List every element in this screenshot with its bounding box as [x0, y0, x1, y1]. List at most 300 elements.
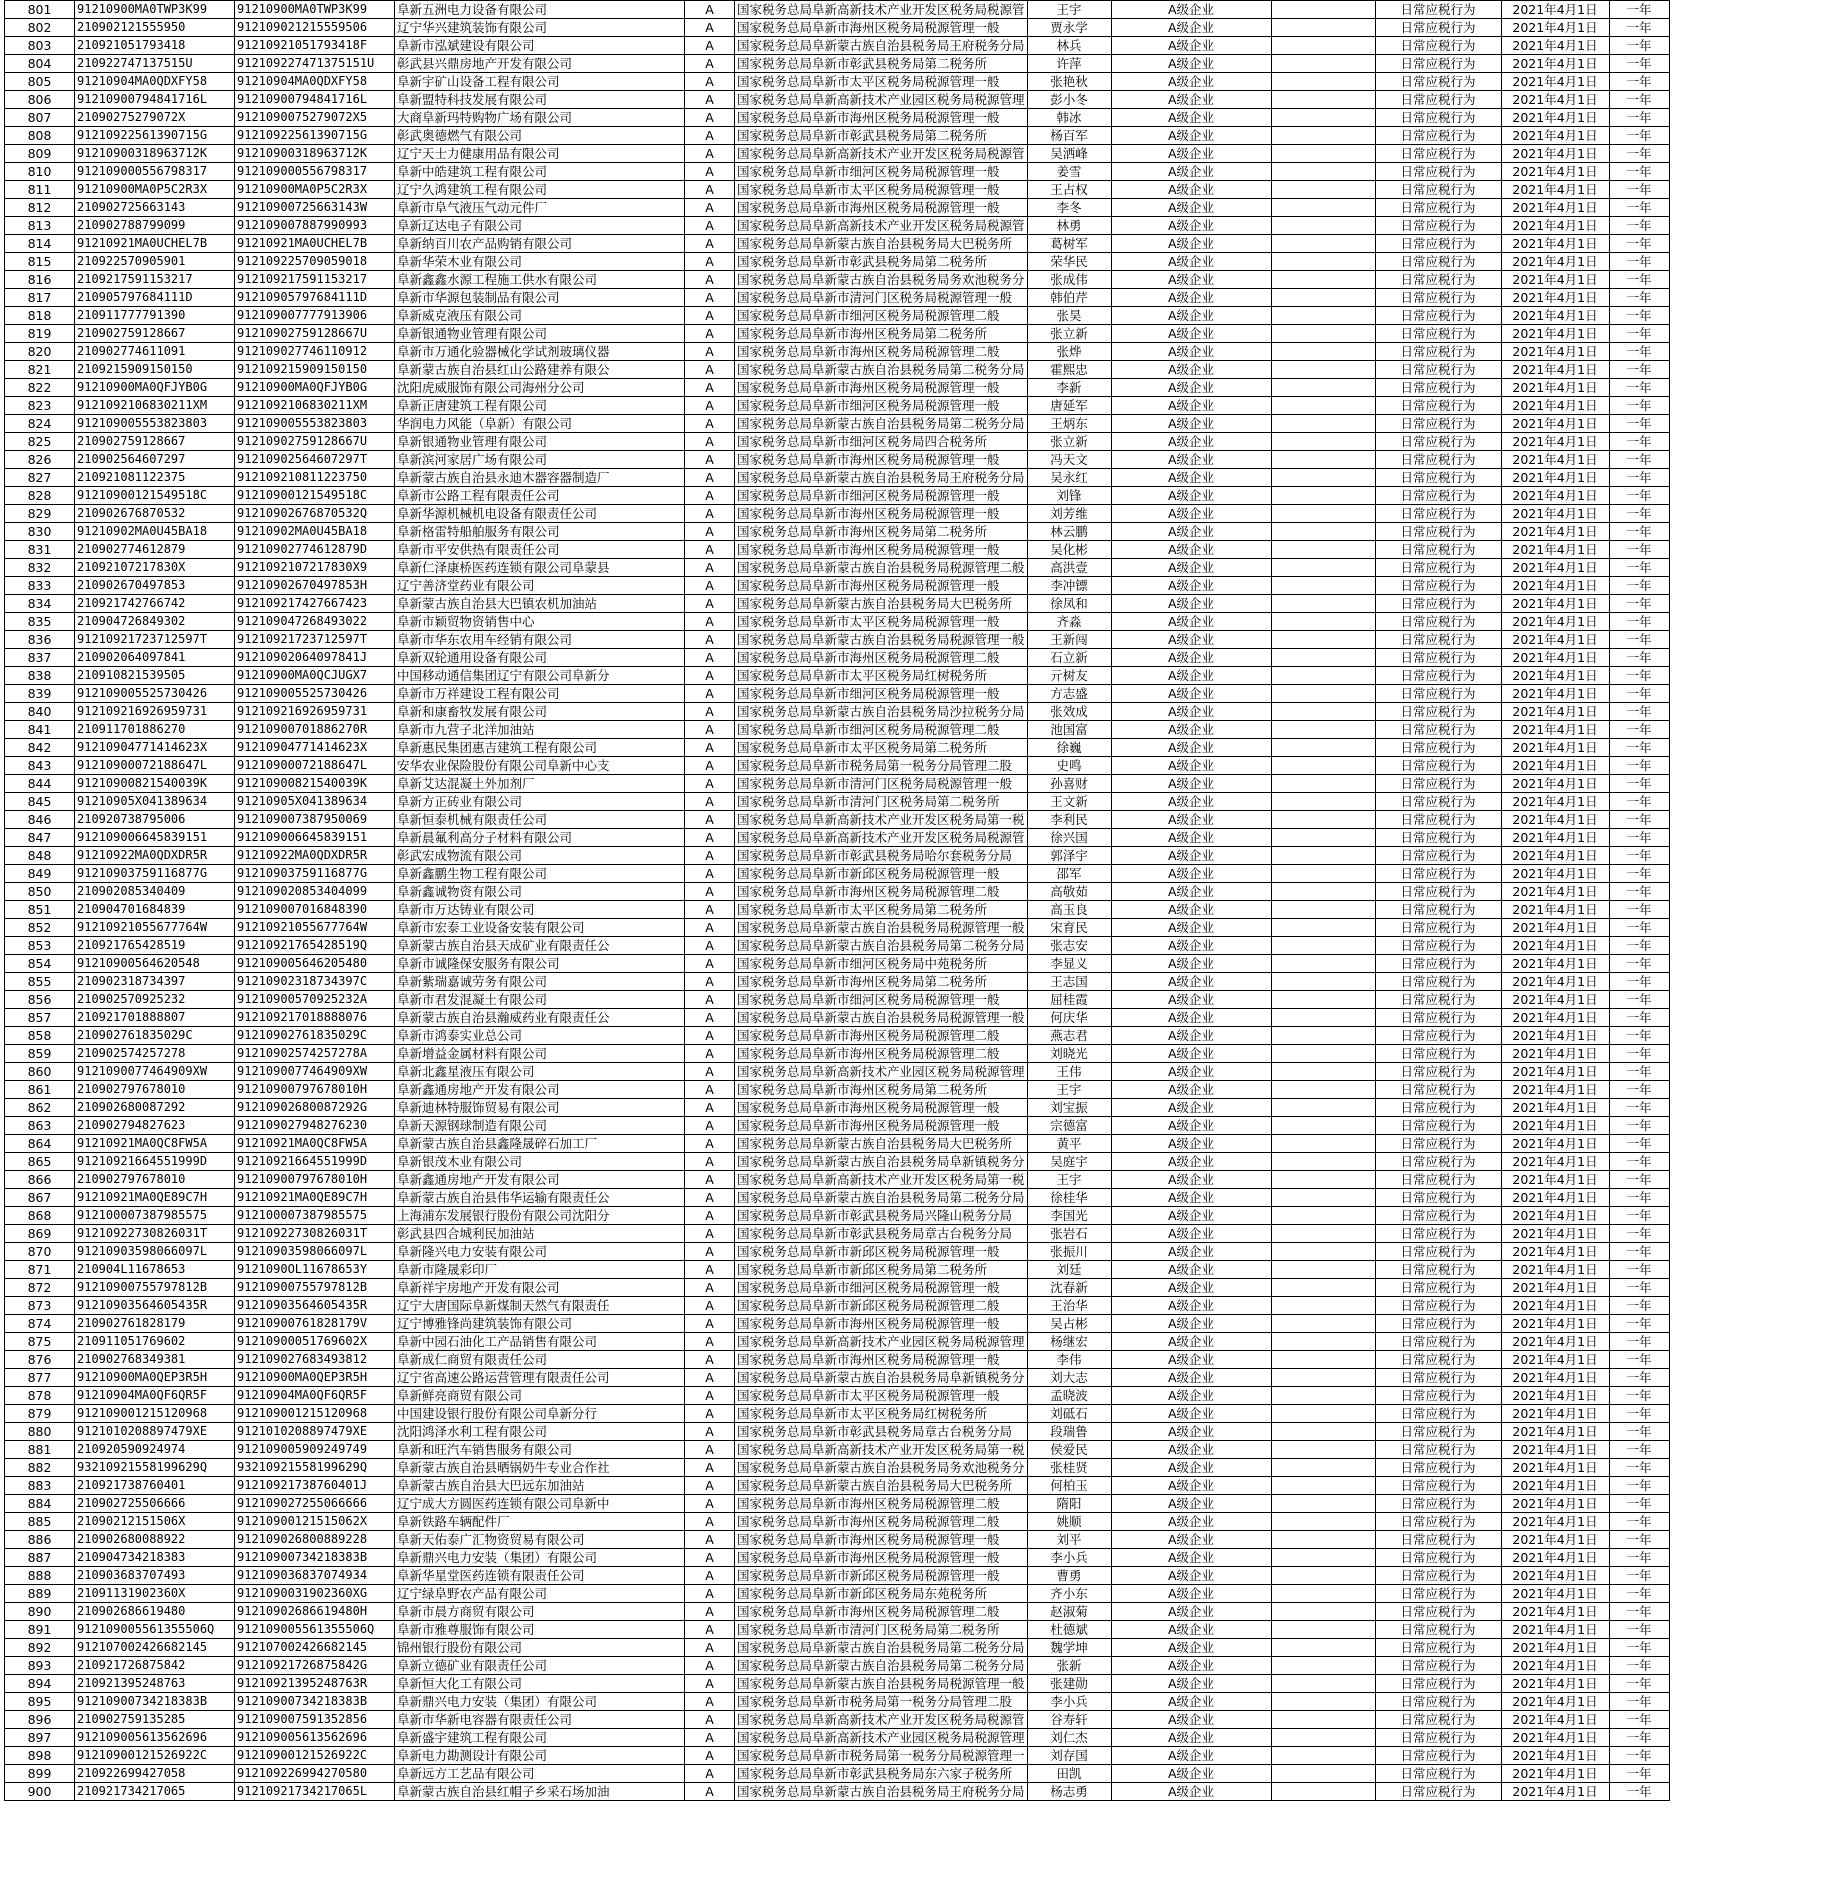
blank-cell: [1271, 649, 1375, 667]
blank-cell: [1271, 829, 1375, 847]
credit-code: 91210921MA0QE89C7H: [235, 1189, 395, 1207]
credit-code: 91210900734218383B: [235, 1693, 395, 1711]
validity-period: 一年: [1609, 1459, 1669, 1477]
rating-grade: A: [685, 1423, 735, 1441]
tax-authority: 国家税务总局阜新蒙古族自治县税务局王府税务分局: [735, 1783, 1028, 1801]
company-name: 辽宁成大方圆医药连锁有限公司阜新中: [395, 1495, 685, 1513]
contact-person: 李小兵: [1027, 1693, 1111, 1711]
start-date: 2021年4月1日: [1501, 235, 1609, 253]
start-date: 2021年4月1日: [1501, 1009, 1609, 1027]
company-name: 阜新市晨方商贸有限公司: [395, 1603, 685, 1621]
start-date: 2021年4月1日: [1501, 1189, 1609, 1207]
rating-grade: A: [685, 739, 735, 757]
credit-code: 91210900121512096​8: [235, 1405, 395, 1423]
contact-person: 王伟: [1027, 1063, 1111, 1081]
contact-person: 王文新: [1027, 793, 1111, 811]
tax-behavior: 日常应税行为: [1375, 1765, 1501, 1783]
rating-level: A级企业: [1111, 37, 1271, 55]
credit-code: 91210900051769602X: [235, 1333, 395, 1351]
credit-code: 91210900794841716L: [235, 91, 395, 109]
rating-grade: A: [685, 433, 735, 451]
taxpayer-id: 91210900734218383B: [75, 1693, 235, 1711]
blank-cell: [1271, 1135, 1375, 1153]
rating-level: A级企业: [1111, 289, 1271, 307]
row-number: 893: [5, 1657, 75, 1675]
rating-level: A级企业: [1111, 829, 1271, 847]
tax-behavior: 日常应税行为: [1375, 1297, 1501, 1315]
rating-level: A级企业: [1111, 55, 1271, 73]
contact-person: 王炳东: [1027, 415, 1111, 433]
start-date: 2021年4月1日: [1501, 1135, 1609, 1153]
blank-cell: [1271, 235, 1375, 253]
tax-behavior: 日常应税行为: [1375, 937, 1501, 955]
blank-cell: [1271, 1369, 1375, 1387]
company-name: 辽宁博雅锋尚建筑装饰有限公司: [395, 1315, 685, 1333]
table-row: [5, 505, 1670, 523]
credit-code: 91210921734217065L: [235, 1783, 395, 1801]
rating-grade: A: [685, 487, 735, 505]
company-name: 阜新鼎兴电力安装（集团）有限公司: [395, 1549, 685, 1567]
validity-period: 一年: [1609, 145, 1669, 163]
company-name: 阜新蒙古族自治县鑫隆晟碎石加工厂: [395, 1135, 685, 1153]
credit-code: 91210921692695973​1: [235, 703, 395, 721]
table-row: [5, 703, 1670, 721]
row-number: 839: [5, 685, 75, 703]
start-date: 2021年4月1日: [1501, 1585, 1609, 1603]
validity-period: 一年: [1609, 1495, 1669, 1513]
taxpayer-id: 210910821539505: [75, 667, 235, 685]
tax-authority: 国家税务总局阜新蒙古族自治县税务局税源管理二般: [735, 559, 1028, 577]
rating-grade: A: [685, 1621, 735, 1639]
blank-cell: [1271, 109, 1375, 127]
tax-behavior: 日常应税行为: [1375, 415, 1501, 433]
row-number: 859: [5, 1045, 75, 1063]
rating-level: A级企业: [1111, 739, 1271, 757]
table-row: [5, 1351, 1670, 1369]
tax-authority: 国家税务总局阜新市海州区税务局税源管理二般: [735, 1603, 1028, 1621]
validity-period: 一年: [1609, 577, 1669, 595]
validity-period: 一年: [1609, 505, 1669, 523]
tax-authority: 国家税务总局阜新市海州区税务局税源管理一般: [735, 1315, 1028, 1333]
rating-grade: A: [685, 325, 735, 343]
rating-grade: A: [685, 55, 735, 73]
rating-grade: A: [685, 469, 735, 487]
start-date: 2021年4月1日: [1501, 361, 1609, 379]
company-name: 阜新隆兴电力安装有限公司: [395, 1243, 685, 1261]
credit-code: 91210900561356269​6: [235, 1729, 395, 1747]
start-date: 2021年4月1日: [1501, 1423, 1609, 1441]
tax-authority: 国家税务总局阜新市税务局第一税务分局管理二股: [735, 757, 1028, 775]
credit-code: 91210904MA0QF6QR5F: [235, 1387, 395, 1405]
company-name: 中国建设银行股份有限公司阜新分行: [395, 1405, 685, 1423]
taxpayer-id: 91210900MA0P5C2R3X: [75, 181, 235, 199]
rating-level: A级企业: [1111, 1045, 1271, 1063]
tax-behavior: 日常应税行为: [1375, 91, 1501, 109]
contact-person: 黄平: [1027, 1135, 1111, 1153]
rating-level: A级企业: [1111, 1009, 1271, 1027]
validity-period: 一年: [1609, 901, 1669, 919]
tax-behavior: 日常应税行为: [1375, 1279, 1501, 1297]
rating-level: A级企业: [1111, 505, 1271, 523]
tax-authority: 国家税务总局阜新蒙古族自治县税务局大巴税务所: [735, 595, 1028, 613]
row-number: 802: [5, 19, 75, 37]
validity-period: 一年: [1609, 1189, 1669, 1207]
blank-cell: [1271, 1387, 1375, 1405]
tax-behavior: 日常应税行为: [1375, 199, 1501, 217]
taxpayer-id: 91210900121526922C: [75, 1747, 235, 1765]
tax-authority: 国家税务总局阜新市海州区税务局税源管理一般: [735, 1117, 1028, 1135]
start-date: 2021年4月1日: [1501, 595, 1609, 613]
tax-authority: 国家税务总局阜新市海州区税务局税源管理一般: [735, 1531, 1028, 1549]
tax-authority: 国家税务总局阜新市太平区税务局税源管理一般: [735, 1387, 1028, 1405]
rating-grade: A: [685, 829, 735, 847]
table-row: [5, 1261, 1670, 1279]
tax-authority: 国家税务总局阜新高新技术产业开发区税务局税源管: [735, 1, 1028, 19]
start-date: 2021年4月1日: [1501, 289, 1609, 307]
row-number: 834: [5, 595, 75, 613]
rating-level: A级企业: [1111, 415, 1271, 433]
tax-authority: 国家税务总局阜新市海州区税务局税源管理一般: [735, 109, 1028, 127]
rating-grade: A: [685, 217, 735, 235]
rating-level: A级企业: [1111, 1297, 1271, 1315]
rating-grade: A: [685, 685, 735, 703]
contact-person: 李冲镖: [1027, 577, 1111, 595]
validity-period: 一年: [1609, 361, 1669, 379]
validity-period: 一年: [1609, 307, 1669, 325]
rating-grade: A: [685, 397, 735, 415]
tax-authority: 国家税务总局阜新市海州区税务局税源管理一般: [735, 1351, 1028, 1369]
blank-cell: [1271, 1423, 1375, 1441]
company-name: 辽宁久鸿建筑工程有限公司: [395, 181, 685, 199]
rating-level: A级企业: [1111, 1747, 1271, 1765]
tax-behavior: 日常应税行为: [1375, 1189, 1501, 1207]
validity-period: 一年: [1609, 1171, 1669, 1189]
rating-grade: A: [685, 289, 735, 307]
row-number: 886: [5, 1531, 75, 1549]
credit-code: 91210900701684839​0: [235, 901, 395, 919]
rating-level: A级企业: [1111, 793, 1271, 811]
start-date: 2021年4月1日: [1501, 1549, 1609, 1567]
blank-cell: [1271, 1009, 1375, 1027]
contact-person: 魏学坤: [1027, 1639, 1111, 1657]
row-number: 806: [5, 91, 75, 109]
table-row: [5, 19, 1670, 37]
rating-level: A级企业: [1111, 1603, 1271, 1621]
credit-code: 91210900752790​72X5: [235, 109, 395, 127]
blank-cell: [1271, 271, 1375, 289]
tax-authority: 国家税务总局阜新市清河门区税务局第二税务所: [735, 793, 1028, 811]
blank-cell: [1271, 559, 1375, 577]
row-number: 895: [5, 1693, 75, 1711]
taxpayer-id: 91210900794841716L: [75, 91, 235, 109]
rating-level: A级企业: [1111, 1657, 1271, 1675]
start-date: 2021年4月1日: [1501, 1747, 1609, 1765]
tax-authority: 国家税务总局阜新蒙古族自治县税务局沙拉税务分局: [735, 703, 1028, 721]
row-number: 860: [5, 1063, 75, 1081]
contact-person: 李显义: [1027, 955, 1111, 973]
taxpayer-id: 210902774612879: [75, 541, 235, 559]
credit-code: 91210921723712597T: [235, 631, 395, 649]
start-date: 2021年4月1日: [1501, 1369, 1609, 1387]
rating-grade: A: [685, 1009, 735, 1027]
rating-level: A级企业: [1111, 181, 1271, 199]
row-number: 815: [5, 253, 75, 271]
tax-behavior: 日常应税行为: [1375, 1135, 1501, 1153]
company-name: 阜新蒙古族自治县红帽子乡采石场加油: [395, 1783, 685, 1801]
credit-code: 91210900701886270R: [235, 721, 395, 739]
credit-code: 91210903564605435R: [235, 1297, 395, 1315]
start-date: 2021年4月1日: [1501, 1765, 1609, 1783]
blank-cell: [1271, 1297, 1375, 1315]
rating-level: A级企业: [1111, 469, 1271, 487]
blank-cell: [1271, 1603, 1375, 1621]
blank-cell: [1271, 937, 1375, 955]
validity-period: 一年: [1609, 1081, 1669, 1099]
tax-authority: 国家税务总局阜新市海州区税务局税源管理一般: [735, 19, 1028, 37]
company-name: 阜新市华源包装制品有限公司: [395, 289, 685, 307]
rating-grade: A: [685, 577, 735, 595]
start-date: 2021年4月1日: [1501, 541, 1609, 559]
credit-code: 91210921738760401J: [235, 1477, 395, 1495]
blank-cell: [1271, 19, 1375, 37]
rating-grade: A: [685, 415, 735, 433]
rating-grade: A: [685, 703, 735, 721]
table-row: [5, 1045, 1670, 1063]
rating-grade: A: [685, 865, 735, 883]
validity-period: 一年: [1609, 1315, 1669, 1333]
start-date: 2021年4月1日: [1501, 523, 1609, 541]
tax-behavior: 日常应税行为: [1375, 1675, 1501, 1693]
taxpayer-id: 91210900MA0QEP3R5H: [75, 1369, 235, 1387]
table-row: [5, 451, 1670, 469]
blank-cell: [1271, 307, 1375, 325]
contact-person: 刘砥石: [1027, 1405, 1111, 1423]
start-date: 2021年4月1日: [1501, 1099, 1609, 1117]
taxpayer-id: 210902085340409: [75, 883, 235, 901]
validity-period: 一年: [1609, 1387, 1669, 1405]
rating-level: A级企业: [1111, 19, 1271, 37]
validity-period: 一年: [1609, 1585, 1669, 1603]
start-date: 2021年4月1日: [1501, 1207, 1609, 1225]
row-number: 892: [5, 1639, 75, 1657]
company-name: 阜新市宏泰工业设备安装有限公司: [395, 919, 685, 937]
company-name: 阜新蒙古族自治县大巴镇农机加油站: [395, 595, 685, 613]
tax-authority: 国家税务总局阜新市细河区税务局税源管理二般: [735, 307, 1028, 325]
start-date: 2021年4月1日: [1501, 1477, 1609, 1495]
start-date: 2021年4月1日: [1501, 811, 1609, 829]
tax-authority: 国家税务总局阜新蒙古族自治县税务局第二税务分局: [735, 415, 1028, 433]
rating-grade: A: [685, 973, 735, 991]
taxpayer-id: 210902768349381: [75, 1351, 235, 1369]
row-number: 850: [5, 883, 75, 901]
rating-grade: A: [685, 1711, 735, 1729]
credit-code: 91210900777791390​6: [235, 307, 395, 325]
tax-behavior: 日常应税行为: [1375, 1729, 1501, 1747]
start-date: 2021年4月1日: [1501, 577, 1609, 595]
contact-person: 宋育民: [1027, 919, 1111, 937]
credit-code: 91210900072188647L: [235, 757, 395, 775]
company-name: 阜新蒙古族自治县红山公路建养有限公: [395, 361, 685, 379]
tax-authority: 国家税务总局阜新市清河门区税务局税源管理一般: [735, 289, 1028, 307]
start-date: 2021年4月1日: [1501, 1045, 1609, 1063]
contact-person: 李小兵: [1027, 1549, 1111, 1567]
table-body: [5, 1, 1670, 1801]
validity-period: 一年: [1609, 1279, 1669, 1297]
tax-behavior: 日常应税行为: [1375, 703, 1501, 721]
start-date: 2021年4月1日: [1501, 955, 1609, 973]
validity-period: 一年: [1609, 811, 1669, 829]
start-date: 2021年4月1日: [1501, 1693, 1609, 1711]
tax-behavior: 日常应税行为: [1375, 163, 1501, 181]
tax-behavior: 日常应税行为: [1375, 1117, 1501, 1135]
company-name: 沈阳虎威服饰有限公司海州分公司: [395, 379, 685, 397]
tax-authority: 国家税务总局阜新市海州区税务局第二税务所: [735, 973, 1028, 991]
rating-level: A级企业: [1111, 1675, 1271, 1693]
validity-period: 一年: [1609, 181, 1669, 199]
rating-level: A级企业: [1111, 865, 1271, 883]
table-row: [5, 55, 1670, 73]
tax-authority: 国家税务总局阜新市海州区税务局税源管理一般: [735, 577, 1028, 595]
start-date: 2021年4月1日: [1501, 937, 1609, 955]
taxpayer-id: 91210900MA0TWP3K99: [75, 1, 235, 19]
tax-authority: 国家税务总局阜新市太平区税务局税源管理一般: [735, 181, 1028, 199]
credit-code: 91210904726849302​2: [235, 613, 395, 631]
credit-code: 91210900759135285​6: [235, 1711, 395, 1729]
table-row: [5, 1063, 1670, 1081]
company-name: 阜新中皓建筑工程有限公司: [395, 163, 685, 181]
tax-authority: 国家税务总局阜新高新技术产业园区税务局税源管理: [735, 1063, 1028, 1081]
tax-authority: 国家税务总局阜新市海州区税务局第二税务所: [735, 325, 1028, 343]
rating-level: A级企业: [1111, 847, 1271, 865]
blank-cell: [1271, 1081, 1375, 1099]
contact-person: 孙喜财: [1027, 775, 1111, 793]
rating-grade: A: [685, 1405, 735, 1423]
credit-code: 91210904771414623X: [235, 739, 395, 757]
blank-cell: [1271, 757, 1375, 775]
table-row: [5, 613, 1670, 631]
row-number: 872: [5, 1279, 75, 1297]
credit-code: 91210900MA0QCJUGX7: [235, 667, 395, 685]
table-row: [5, 1441, 1670, 1459]
start-date: 2021年4月1日: [1501, 901, 1609, 919]
validity-period: 一年: [1609, 703, 1669, 721]
rating-level: A级企业: [1111, 1261, 1271, 1279]
taxpayer-id: 91210900555382380​3: [75, 415, 235, 433]
row-number: 840: [5, 703, 75, 721]
rating-level: A级企业: [1111, 1279, 1271, 1297]
rating-level: A级企业: [1111, 91, 1271, 109]
start-date: 2021年4月1日: [1501, 1333, 1609, 1351]
blank-cell: [1271, 415, 1375, 433]
table-row: [5, 181, 1670, 199]
company-name: 阜新市万祥建设工程有限公司: [395, 685, 685, 703]
start-date: 2021年4月1日: [1501, 1513, 1609, 1531]
start-date: 2021年4月1日: [1501, 685, 1609, 703]
blank-cell: [1271, 523, 1375, 541]
tax-authority: 国家税务总局阜新蒙古族自治县税务局第二税务分局: [735, 1639, 1028, 1657]
company-name: 阜新市万达铸业有限公司: [395, 901, 685, 919]
start-date: 2021年4月1日: [1501, 379, 1609, 397]
contact-person: 谷寿轩: [1027, 1711, 1111, 1729]
table-row: [5, 289, 1670, 307]
company-name: 阜新方正砖业有限公司: [395, 793, 685, 811]
rating-grade: A: [685, 631, 735, 649]
taxpayer-id: 210902725506666: [75, 1495, 235, 1513]
tax-authority: 国家税务总局阜新市细河区税务局税源管理一般: [735, 163, 1028, 181]
row-number: 832: [5, 559, 75, 577]
taxpayer-id: 91210921692695973​1: [75, 703, 235, 721]
credit-code: 91210921664551999D: [235, 1153, 395, 1171]
blank-cell: [1271, 343, 1375, 361]
company-name: 阜新鑫诚物资有限公司: [395, 883, 685, 901]
taxpayer-id: 210902064097841: [75, 649, 235, 667]
tax-authority: 国家税务总局阜新市新邱区税务局税源管理一般: [735, 1567, 1028, 1585]
tax-behavior: 日常应税行为: [1375, 793, 1501, 811]
contact-person: 屈桂霞: [1027, 991, 1111, 1009]
contact-person: 刘平: [1027, 1531, 1111, 1549]
table-row: [5, 469, 1670, 487]
credit-code: 91210922730826031T: [235, 1225, 395, 1243]
validity-period: 一年: [1609, 91, 1669, 109]
taxpayer-id: 210921738760401: [75, 1477, 235, 1495]
credit-code: 91210903683707493​4: [235, 1567, 395, 1585]
start-date: 2021年4月1日: [1501, 1783, 1609, 1801]
start-date: 2021年4月1日: [1501, 1603, 1609, 1621]
taxpayer-id: 210902680088922: [75, 1531, 235, 1549]
row-number: 844: [5, 775, 75, 793]
start-date: 2021年4月1日: [1501, 973, 1609, 991]
tax-authority: 国家税务总局阜新市海州区税务局税源管理一般: [735, 505, 1028, 523]
blank-cell: [1271, 991, 1375, 1009]
contact-person: 荣华民: [1027, 253, 1111, 271]
contact-person: 李国光: [1027, 1207, 1111, 1225]
blank-cell: [1271, 739, 1375, 757]
taxpayer-id: 210921765428519: [75, 937, 235, 955]
tax-behavior: 日常应税行为: [1375, 1693, 1501, 1711]
tax-behavior: 日常应税行为: [1375, 1099, 1501, 1117]
validity-period: 一年: [1609, 631, 1669, 649]
rating-grade: A: [685, 1765, 735, 1783]
rating-grade: A: [685, 37, 735, 55]
tax-authority: 国家税务总局阜新市海州区税务局第二税务所: [735, 1081, 1028, 1099]
rating-grade: A: [685, 1261, 735, 1279]
blank-cell: [1271, 1243, 1375, 1261]
tax-authority: 国家税务总局阜新高新技术产业开发区税务局税源管: [735, 217, 1028, 235]
rating-grade: A: [685, 451, 735, 469]
contact-person: 霍熙忠: [1027, 361, 1111, 379]
start-date: 2021年4月1日: [1501, 217, 1609, 235]
rating-grade: A: [685, 757, 735, 775]
taxpayer-id: 210902121555950: [75, 19, 235, 37]
company-name: 阜新滨河家居广场有限公司: [395, 451, 685, 469]
company-name: 阜新和康畜牧发展有限公司: [395, 703, 685, 721]
start-date: 2021年4月1日: [1501, 775, 1609, 793]
blank-cell: [1271, 1261, 1375, 1279]
table-row: [5, 991, 1670, 1009]
table-row: [5, 937, 1670, 955]
credit-code: 91210902759128667U: [235, 433, 395, 451]
start-date: 2021年4月1日: [1501, 667, 1609, 685]
credit-code: 91210903598066097L: [235, 1243, 395, 1261]
row-number: 803: [5, 37, 75, 55]
contact-person: 林兵: [1027, 37, 1111, 55]
table-row: [5, 217, 1670, 235]
company-name: 阜新北鑫星液压有限公司: [395, 1063, 685, 1081]
taxpayer-id: 91210903759116877G: [75, 865, 235, 883]
rating-level: A级企业: [1111, 595, 1271, 613]
tax-authority: 国家税务总局阜新市细河区税务局税源管理一般: [735, 487, 1028, 505]
company-name: 阜新蒙古族自治县瀚威药业有限责任公: [395, 1009, 685, 1027]
